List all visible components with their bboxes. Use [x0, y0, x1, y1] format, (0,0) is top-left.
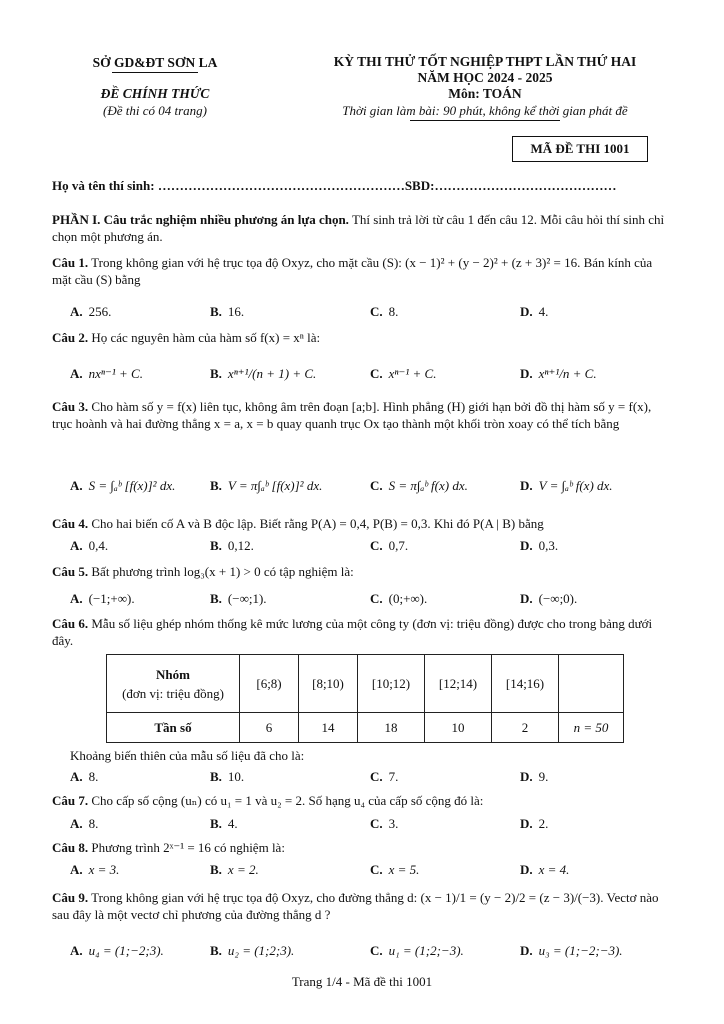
q4-option-c[interactable]: C. 0,7.: [370, 538, 409, 553]
question-label: Câu 7.: [52, 793, 89, 808]
question-label: Câu 9.: [52, 890, 89, 905]
part1-heading: [52, 211, 674, 245]
q7-option-a[interactable]: A. 8.: [70, 816, 99, 831]
question-2: [52, 329, 674, 346]
question-7: [52, 792, 674, 809]
subject: Môn: TOÁN: [448, 86, 522, 101]
q6-option-b[interactable]: B. 10.: [210, 769, 245, 784]
question-label: Câu 6.: [52, 616, 89, 631]
table-total: n = 50: [559, 713, 624, 743]
q3-option-a[interactable]: A. S = ∫ₐᵇ [f(x)]² dx.: [70, 478, 176, 493]
table-group: [14;16): [492, 655, 559, 713]
table-head-unit: (đơn vị: triệu đồng): [122, 685, 224, 701]
q9-option-a[interactable]: A. u₄ = (1;−2;3).: [70, 943, 164, 958]
q9-option-b[interactable]: B. u₂ = (1;2;3).: [210, 943, 295, 958]
q2-option-a[interactable]: A. nxⁿ⁻¹ + C.: [70, 366, 143, 381]
question-text: Mẫu số liệu ghép nhóm thống kê mức lương của một công ty (đơn vị: triệu đồng) được cho trong bảng dưới đây.: [52, 616, 653, 648]
part1-title: PHẦN I. Câu trắc nghiệm nhiều phương án lựa chọn.: [52, 212, 349, 227]
q9-option-d[interactable]: D. u₃ = (1;−2;−3).: [520, 943, 623, 958]
q7-option-c[interactable]: C. 3.: [370, 816, 399, 831]
q2-option-c[interactable]: C. xⁿ⁻¹ + C.: [370, 366, 437, 381]
page-footer: Trang 1/4 - Mã đề thi 1001: [291, 974, 433, 989]
q6-option-c[interactable]: C. 7.: [370, 769, 399, 784]
table-head-group: Nhóm: [156, 666, 190, 682]
q5-option-a[interactable]: A. (−1;+∞).: [70, 591, 135, 606]
q2-option-d[interactable]: D. xⁿ⁺¹/n + C.: [520, 366, 597, 381]
question-text: Cho cấp số cộng (uₙ) có u₁ = 1 và u₂ = 2. Số hạng u₄ của cấp số cộng đó là:: [88, 793, 484, 808]
table-group: [10;12): [358, 655, 425, 713]
q4-option-d[interactable]: D. 0,3.: [520, 538, 559, 553]
page-count: (Đề thi có 04 trang): [103, 103, 207, 118]
table-freq-label: Tần số: [107, 713, 240, 743]
question-6: [52, 615, 674, 649]
question-text: Bất phương trình log₃(x + 1) > 0 có tập nghiệm là:: [88, 564, 354, 579]
q8-option-d[interactable]: D. x = 4.: [520, 862, 570, 877]
table-freq: 10: [425, 713, 492, 743]
question-text: Trong không gian với hệ trục tọa độ Oxyz, cho mặt cầu (S): (x − 1)² + (y − 2)² + (z + 3)² = 16. Bán kính của mặt cầu (S) bằng: [52, 255, 653, 287]
question-text: Phương trình 2ˣ⁻¹ = 16 có nghiệm là:: [88, 840, 285, 855]
student-info-line: Họ và tên thí sinh: …………………………………………………SBD:……………………………………: [52, 178, 617, 193]
exam-code-box: MÃ ĐỀ THI 1001: [512, 136, 648, 162]
official-label: ĐỀ CHÍNH THỨC: [100, 86, 210, 101]
question-label: Câu 1.: [52, 255, 89, 270]
time-limit: Thời gian làm bài: 90 phút, không kể thời gian phát đề: [342, 103, 628, 118]
question-1: [52, 254, 674, 288]
q5-option-c[interactable]: C. (0;+∞).: [370, 591, 428, 606]
question-label: Câu 3.: [52, 399, 89, 414]
q8-option-c[interactable]: C. x = 5.: [370, 862, 420, 877]
question-8: [52, 839, 674, 856]
title-underline: [410, 120, 560, 121]
q1-option-b[interactable]: B. 16.: [210, 304, 245, 319]
q5-option-b[interactable]: B. (−∞;1).: [210, 591, 267, 606]
q7-option-b[interactable]: B. 4.: [210, 816, 238, 831]
q5-option-d[interactable]: D. (−∞;0).: [520, 591, 578, 606]
question-text: Cho hàm số y = f(x) liên tục, không âm trên đoạn [a;b]. Hình phẳng (H) giới hạn bởi đồ thị hàm số y = f(x), trục hoành và hai đường thẳng x = a, x = b quay quanh trục Ox tạo thành một khối tròn xoay có thể tích bằng: [52, 399, 652, 431]
table-group: [12;14): [425, 655, 492, 713]
table-group: [559, 655, 624, 713]
question-5: [52, 563, 674, 580]
q4-option-b[interactable]: B. 0,12.: [210, 538, 254, 553]
q3-option-b[interactable]: B. V = π∫ₐᵇ [f(x)]² dx.: [210, 478, 323, 493]
q3-option-d[interactable]: D. V = ∫ₐᵇ f(x) dx.: [520, 478, 613, 493]
department-name: SỞ GD&ĐT SƠN LA: [92, 55, 218, 70]
q2-option-b[interactable]: B. xⁿ⁺¹/(n + 1) + C.: [210, 366, 317, 381]
table-freq: 2: [492, 713, 559, 743]
frequency-table: [106, 654, 624, 743]
question-3: [52, 398, 674, 432]
question-4: [52, 515, 674, 532]
question-label: Câu 2.: [52, 330, 89, 345]
q3-option-c[interactable]: C. S = π∫ₐᵇ f(x) dx.: [370, 478, 468, 493]
dept-underline: [112, 72, 198, 73]
q7-option-d[interactable]: D. 2.: [520, 816, 549, 831]
exam-title: KỲ THI THỬ TỐT NGHIỆP THPT LẦN THỨ HAI: [333, 54, 637, 69]
part1-instruction: Thí sinh trả lời từ câu 1 đến câu 12. Mỗi câu hỏi thí sinh chỉ chọn một phương án.: [52, 212, 665, 244]
table-header-cell: [107, 655, 240, 713]
question-9: [52, 889, 674, 923]
q6-option-a[interactable]: A. 8.: [70, 769, 99, 784]
school-year: NĂM HỌC 2024 - 2025: [417, 70, 553, 85]
q8-option-a[interactable]: A. x = 3.: [70, 862, 120, 877]
table-freq: 18: [358, 713, 425, 743]
table-group: [8;10): [299, 655, 358, 713]
q1-option-a[interactable]: A. 256.: [70, 304, 112, 319]
question-label: Câu 8.: [52, 840, 89, 855]
q4-option-a[interactable]: A. 0,4.: [70, 538, 109, 553]
table-group: [6;8): [240, 655, 299, 713]
table-freq: 6: [240, 713, 299, 743]
question-text: Cho hai biến cố A và B độc lập. Biết rằng P(A) = 0,4, P(B) = 0,3. Khi đó P(A | B) bằng: [88, 516, 544, 531]
question-text: Họ các nguyên hàm của hàm số f(x) = xⁿ là:: [88, 330, 321, 345]
q6-option-d[interactable]: D. 9.: [520, 769, 549, 784]
q1-option-c[interactable]: C. 8.: [370, 304, 399, 319]
question-6-after: Khoảng biến thiên của mẫu số liệu đã cho là:: [70, 748, 305, 763]
question-text: Trong không gian với hệ trục tọa độ Oxyz, cho đường thẳng d: (x − 1)/1 = (y − 2)/2 = (z − 3)/(−3). Vectơ nào sau đây là một vectơ chỉ phương của đường thẳng d ?: [52, 890, 659, 922]
q9-option-c[interactable]: C. u₁ = (1;2;−3).: [370, 943, 464, 958]
q1-option-d[interactable]: D. 4.: [520, 304, 549, 319]
table-freq: 14: [299, 713, 358, 743]
question-label: Câu 4.: [52, 516, 89, 531]
q8-option-b[interactable]: B. x = 2.: [210, 862, 259, 877]
question-label: Câu 5.: [52, 564, 89, 579]
